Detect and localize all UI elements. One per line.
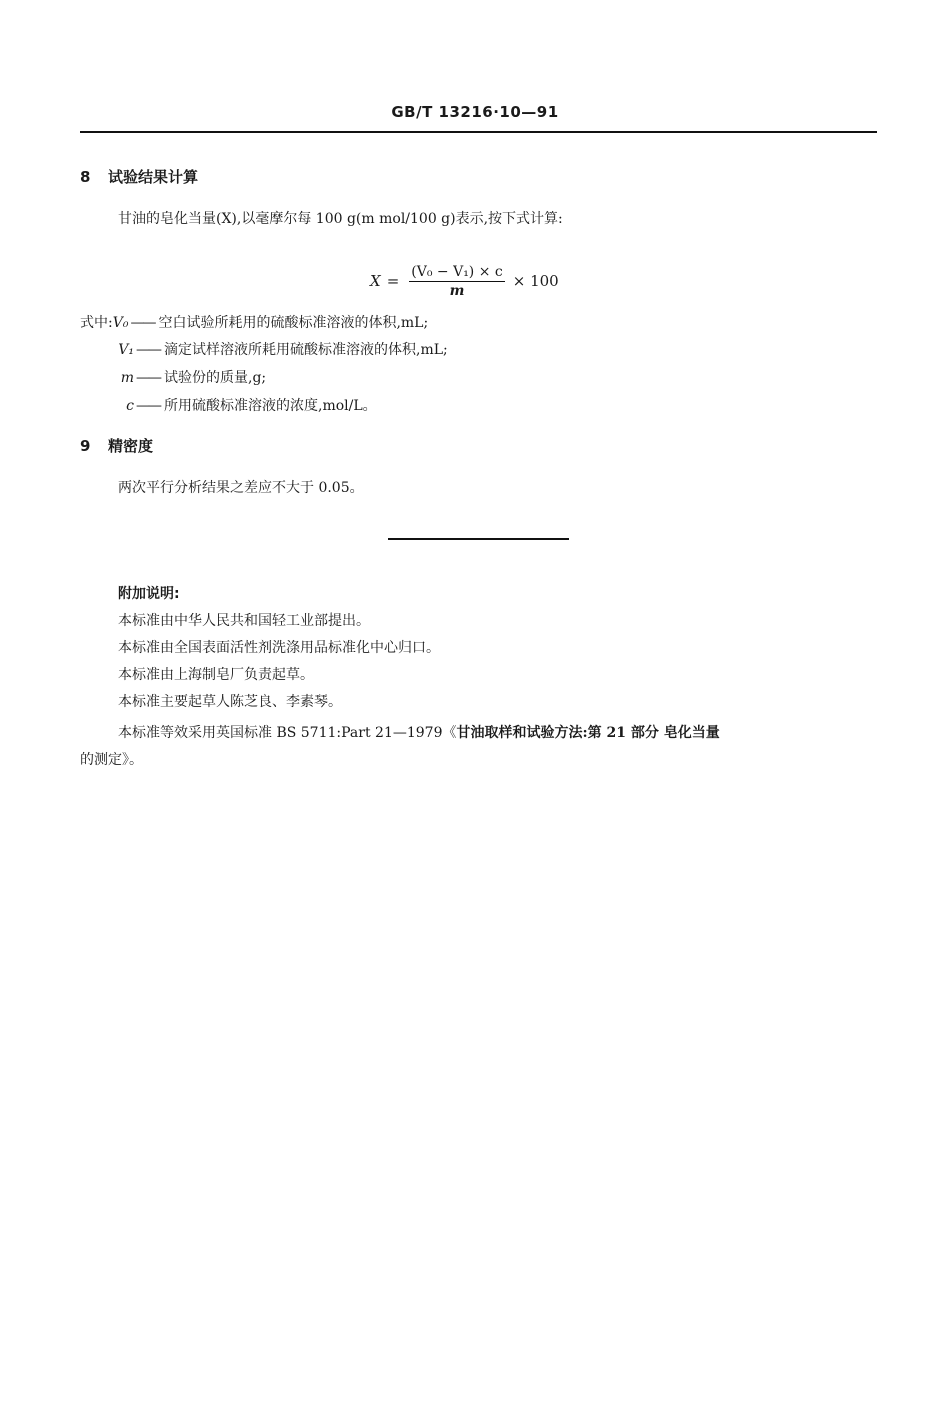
section-9-number: 9 <box>80 437 91 455</box>
notes-equivalence-part1: 本标准等效采用英国标准 BS 5711:Part 21—1979《 <box>118 725 457 741</box>
saponification-formula <box>370 256 559 306</box>
variable-symbol: V₀ <box>112 315 129 331</box>
variable-symbol: c <box>126 398 134 414</box>
formula-equals: = <box>386 272 400 290</box>
notes-line: 本标准由中华人民共和国轻工业部提出。 <box>118 613 370 629</box>
variable-description: 试验份的质量,g; <box>164 370 267 386</box>
notes-line: 本标准由全国表面活性剂洗涤用品标准化中心归口。 <box>118 640 440 656</box>
section-9-heading <box>80 435 153 456</box>
formula-denominator: m <box>449 282 465 299</box>
variable-dash: —— <box>136 398 160 414</box>
header-rule <box>80 131 877 133</box>
notes-line: 本标准由上海制皂厂负责起草。 <box>118 667 314 683</box>
standard-number-header: GB/T 13216·10—91 <box>391 103 559 121</box>
notes-equivalence-title: 甘油取样和试验方法:第 21 部分 皂化当量 <box>456 725 720 741</box>
section-9-text: 两次平行分析结果之差应不大于 0.05。 <box>118 480 364 496</box>
variable-row-v1 <box>80 339 448 359</box>
section-8-title: 试验结果计算 <box>108 168 199 186</box>
section-8-number: 8 <box>80 168 91 186</box>
where-label: 式中: <box>80 315 113 331</box>
variable-symbol: m <box>120 370 134 386</box>
variable-row-c <box>80 395 377 415</box>
formula-fraction <box>409 264 504 299</box>
notes-line-equivalence <box>118 722 720 742</box>
variable-dash: —— <box>136 370 160 386</box>
formula-multiplier: × 100 <box>512 272 559 290</box>
variable-dash: —— <box>136 342 160 358</box>
notes-line: 本标准主要起草人陈芝良、李素琴。 <box>118 694 342 710</box>
variable-description: 所用硫酸标准溶液的浓度,mol/L。 <box>164 398 377 414</box>
variable-row-m <box>80 367 266 387</box>
section-8-heading <box>80 166 198 187</box>
variable-symbol: V₁ <box>118 342 134 358</box>
variable-row-v0 <box>80 312 428 332</box>
notes-equivalence-part2: 的测定》。 <box>80 752 143 768</box>
variable-description: 空白试验所耗用的硫酸标准溶液的体积,mL; <box>158 315 429 331</box>
formula-numerator: (V₀ − V₁) × c <box>411 263 503 280</box>
section-8-intro: 甘油的皂化当量(X),以毫摩尔每 100 g(m mol/100 g)表示,按下式计算: <box>118 211 563 227</box>
end-rule <box>388 538 569 540</box>
section-9-title: 精密度 <box>108 437 154 455</box>
notes-title: 附加说明: <box>118 586 180 602</box>
variable-description: 滴定试样溶液所耗用硫酸标准溶液的体积,mL; <box>164 342 448 358</box>
formula-lhs: X <box>370 272 381 290</box>
variable-dash: —— <box>130 315 155 331</box>
